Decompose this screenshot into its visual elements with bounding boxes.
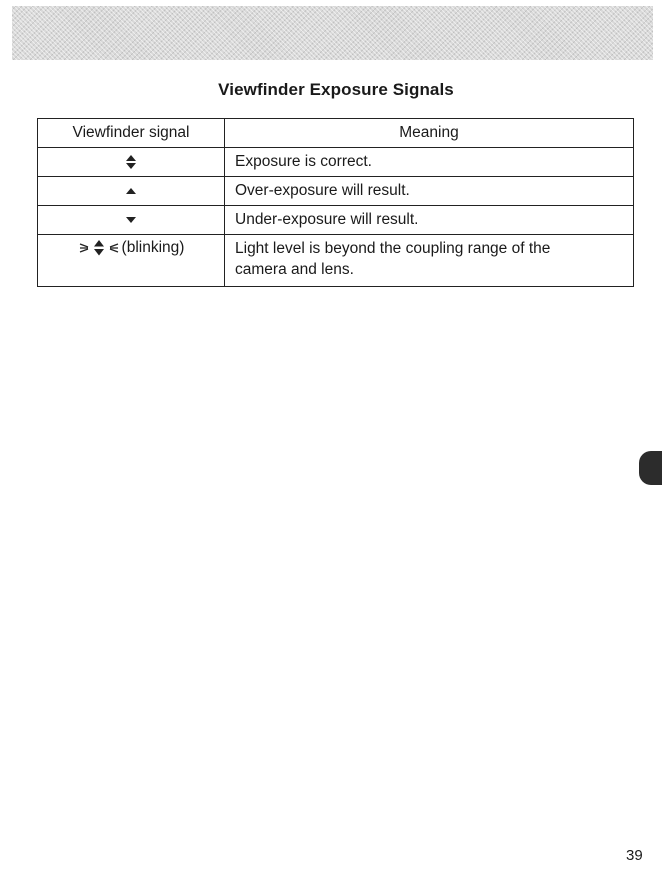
- section-tab-marker: [639, 451, 662, 485]
- meaning-cell: Exposure is correct.: [225, 148, 634, 177]
- blinking-label: (blinking): [121, 239, 185, 256]
- page-number: 39: [626, 847, 643, 864]
- exposure-signals-table: [37, 118, 634, 287]
- meaning-cell: Over-exposure will result.: [225, 177, 634, 206]
- up-triangle-icon: [125, 186, 137, 196]
- header-band: [12, 6, 653, 60]
- table-row: [38, 235, 634, 287]
- table-row: [38, 177, 634, 206]
- meaning-line: camera and lens.: [235, 261, 354, 278]
- meaning-cell: Under-exposure will result.: [225, 206, 634, 235]
- page-title: Viewfinder Exposure Signals: [218, 80, 454, 99]
- header-meaning: Meaning: [225, 119, 634, 148]
- table-row: [38, 206, 634, 235]
- meaning-cell: [225, 235, 634, 287]
- blinking-triangles-icon: [78, 239, 120, 257]
- meaning-line: Light level is beyond the coupling range of the: [235, 240, 551, 257]
- table-row: [38, 148, 634, 177]
- header-signal: Viewfinder signal: [38, 119, 225, 148]
- up-down-triangles-icon: [125, 154, 137, 170]
- down-triangle-icon: [125, 215, 137, 225]
- table-header-row: [38, 119, 634, 148]
